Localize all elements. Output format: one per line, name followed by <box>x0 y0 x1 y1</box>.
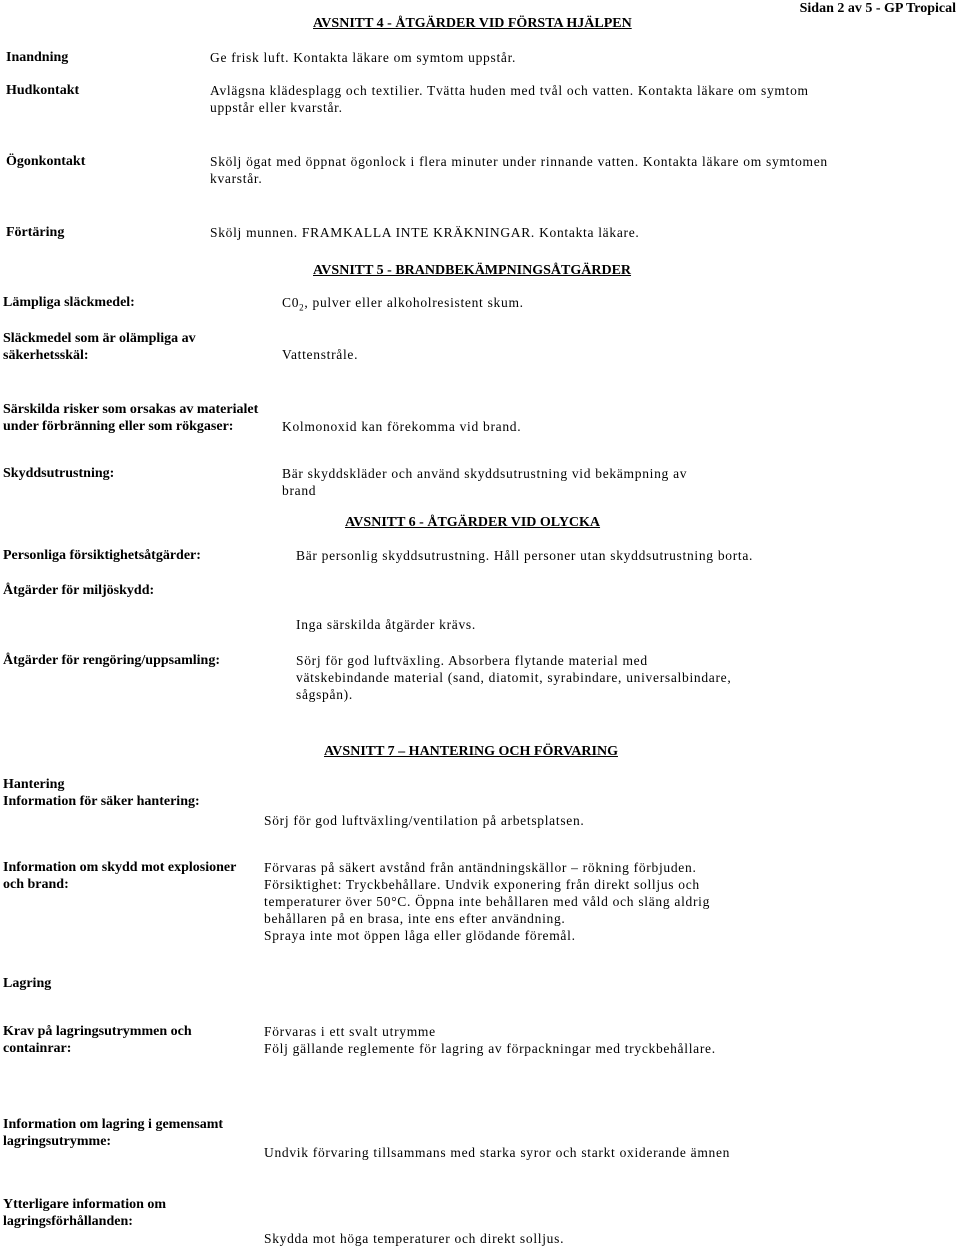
lampliga-co: C0 <box>282 295 300 310</box>
hantering-text: Sörj för god luftväxling/ventilation på arbetsplatsen. <box>264 813 585 828</box>
skyddsutrustning-line-2: brand <box>282 483 317 498</box>
skyddsutrustning-label: Skyddsutrustning: <box>3 466 115 481</box>
rengoring-line-3: sågspån). <box>296 687 353 702</box>
olampliga-label <box>3 330 196 364</box>
risker-label-line-1: Särskilda risker som orsakas av materialet <box>3 402 259 417</box>
inandning-text: Ge frisk luft. Kontakta läkare om symtom uppstår. <box>210 50 517 65</box>
krav-line-1: Förvaras i ett svalt utrymme <box>264 1024 436 1039</box>
hudkontakt-text <box>210 82 809 116</box>
ytterligare-label-line-2: lagringsförhållanden: <box>3 1214 133 1229</box>
explosion-line-3: temperaturer över 50°C. Öppna inte behållaren med våld och släng aldrig <box>264 894 711 909</box>
gemensamt-label <box>3 1116 223 1150</box>
risker-label <box>3 401 258 435</box>
olampliga-label-line-1: Släckmedel som är olämpliga av <box>3 331 196 346</box>
miljoskydd-label: Åtgärder för miljöskydd: <box>3 583 155 598</box>
ogonkontakt-line-2: kvarstår. <box>210 171 263 186</box>
explosion-line-2: Försiktighet: Tryckbehållare. Undvik exponering från direkt solljus och <box>264 877 700 892</box>
krav-label <box>3 1023 192 1057</box>
explosion-line-5: Spraya inte mot öppen låga eller glödande föremål. <box>264 928 576 943</box>
rengoring-label: Åtgärder för rengöring/uppsamling: <box>3 653 221 668</box>
lampliga-subscript: 2 <box>299 302 305 313</box>
hantering-label-line-2: Information för säker hantering: <box>3 794 200 809</box>
ogonkontakt-label: Ögonkontakt <box>6 154 86 169</box>
personliga-text: Bär personlig skyddsutrustning. Håll personer utan skyddsutrustning borta. <box>296 548 754 563</box>
ytterligare-label-line-1: Ytterligare information om <box>3 1197 167 1212</box>
ytterligare-label <box>3 1196 166 1230</box>
gemensamt-label-line-2: lagringsutrymme: <box>3 1134 112 1149</box>
section-7-heading: AVSNITT 7 – HANTERING OCH FÖRVARING <box>324 744 618 759</box>
explosion-label <box>3 859 236 893</box>
personliga-label: Personliga försiktighetsåtgärder: <box>3 548 201 563</box>
explosion-label-line-2: och brand: <box>3 877 69 892</box>
hudkontakt-line-1: Avlägsna klädesplagg och textilier. Tvätta huden med tvål och vatten. Kontakta läkare om symtom <box>210 83 809 98</box>
lampliga-rest: , pulver eller alkoholresistent skum. <box>304 295 524 310</box>
explosion-line-4: behållaren på en brasa, inte ens efter användning. <box>264 911 566 926</box>
risker-text: Kolmonoxid kan förekomma vid brand. <box>282 419 522 434</box>
hantering-label-line-1: Hantering <box>3 777 65 792</box>
inandning-label: Inandning <box>6 50 69 65</box>
hantering-label <box>3 776 200 810</box>
olampliga-text: Vattenstråle. <box>282 347 359 362</box>
olampliga-label-line-2: säkerhetsskäl: <box>3 348 89 363</box>
skyddsutrustning-text <box>282 465 687 499</box>
fortaring-label: Förtäring <box>6 225 65 240</box>
gemensamt-text: Undvik förvaring tillsammans med starka syror och starkt oxiderande ämnen <box>264 1145 731 1160</box>
explosion-text <box>264 859 710 944</box>
rengoring-line-2: vätskebindande material (sand, diatomit, syrabindare, universalbindare, <box>296 670 732 685</box>
krav-line-2: Följ gällande reglemente för lagring av förpackningar med tryckbehållare. <box>264 1041 716 1056</box>
risker-label-line-2: under förbränning eller som rökgaser: <box>3 419 234 434</box>
krav-text <box>264 1023 716 1057</box>
miljoskydd-text: Inga särskilda åtgärder krävs. <box>296 617 476 632</box>
ogonkontakt-line-1: Skölj ögat med öppnat ögonlock i flera minuter under rinnande vatten. Kontakta läkare om symtomen <box>210 154 828 169</box>
rengoring-text <box>296 652 731 703</box>
ytterligare-text: Skydda mot höga temperaturer och direkt solljus. <box>264 1231 565 1246</box>
section-6-heading: AVSNITT 6 - ÅTGÄRDER VID OLYCKA <box>345 515 601 530</box>
krav-label-line-1: Krav på lagringsutrymmen och <box>3 1024 192 1039</box>
krav-label-line-2: containrar: <box>3 1041 72 1056</box>
skyddsutrustning-line-1: Bär skyddskläder och använd skyddsutrustning vid bekämpning av <box>282 466 688 481</box>
explosion-line-1: Förvaras på säkert avstånd från antändningskällor – rökning förbjuden. <box>264 860 697 875</box>
lampliga-label: Lämpliga släckmedel: <box>3 295 135 310</box>
section-5-heading: AVSNITT 5 - BRANDBEKÄMPNINGSÅTGÄRDER <box>313 263 632 278</box>
fortaring-text: Skölj munnen. FRAMKALLA INTE KRÄKNINGAR. Kontakta läkare. <box>210 225 640 240</box>
lagring-label: Lagring <box>3 976 52 991</box>
hudkontakt-label: Hudkontakt <box>6 83 80 98</box>
section-4-heading: AVSNITT 4 - ÅTGÄRDER VID FÖRSTA HJÄLPEN <box>313 16 632 31</box>
hudkontakt-line-2: uppstår eller kvarstår. <box>210 100 343 115</box>
gemensamt-label-line-1: Information om lagring i gemensamt <box>3 1117 224 1132</box>
page-header: Sidan 2 av 5 - GP Tropical <box>799 1 956 16</box>
rengoring-line-1: Sörj för god luftväxling. Absorbera flytande material med <box>296 653 648 668</box>
lampliga-text <box>282 294 524 311</box>
explosion-label-line-1: Information om skydd mot explosioner <box>3 860 237 875</box>
ogonkontakt-text <box>210 153 828 187</box>
